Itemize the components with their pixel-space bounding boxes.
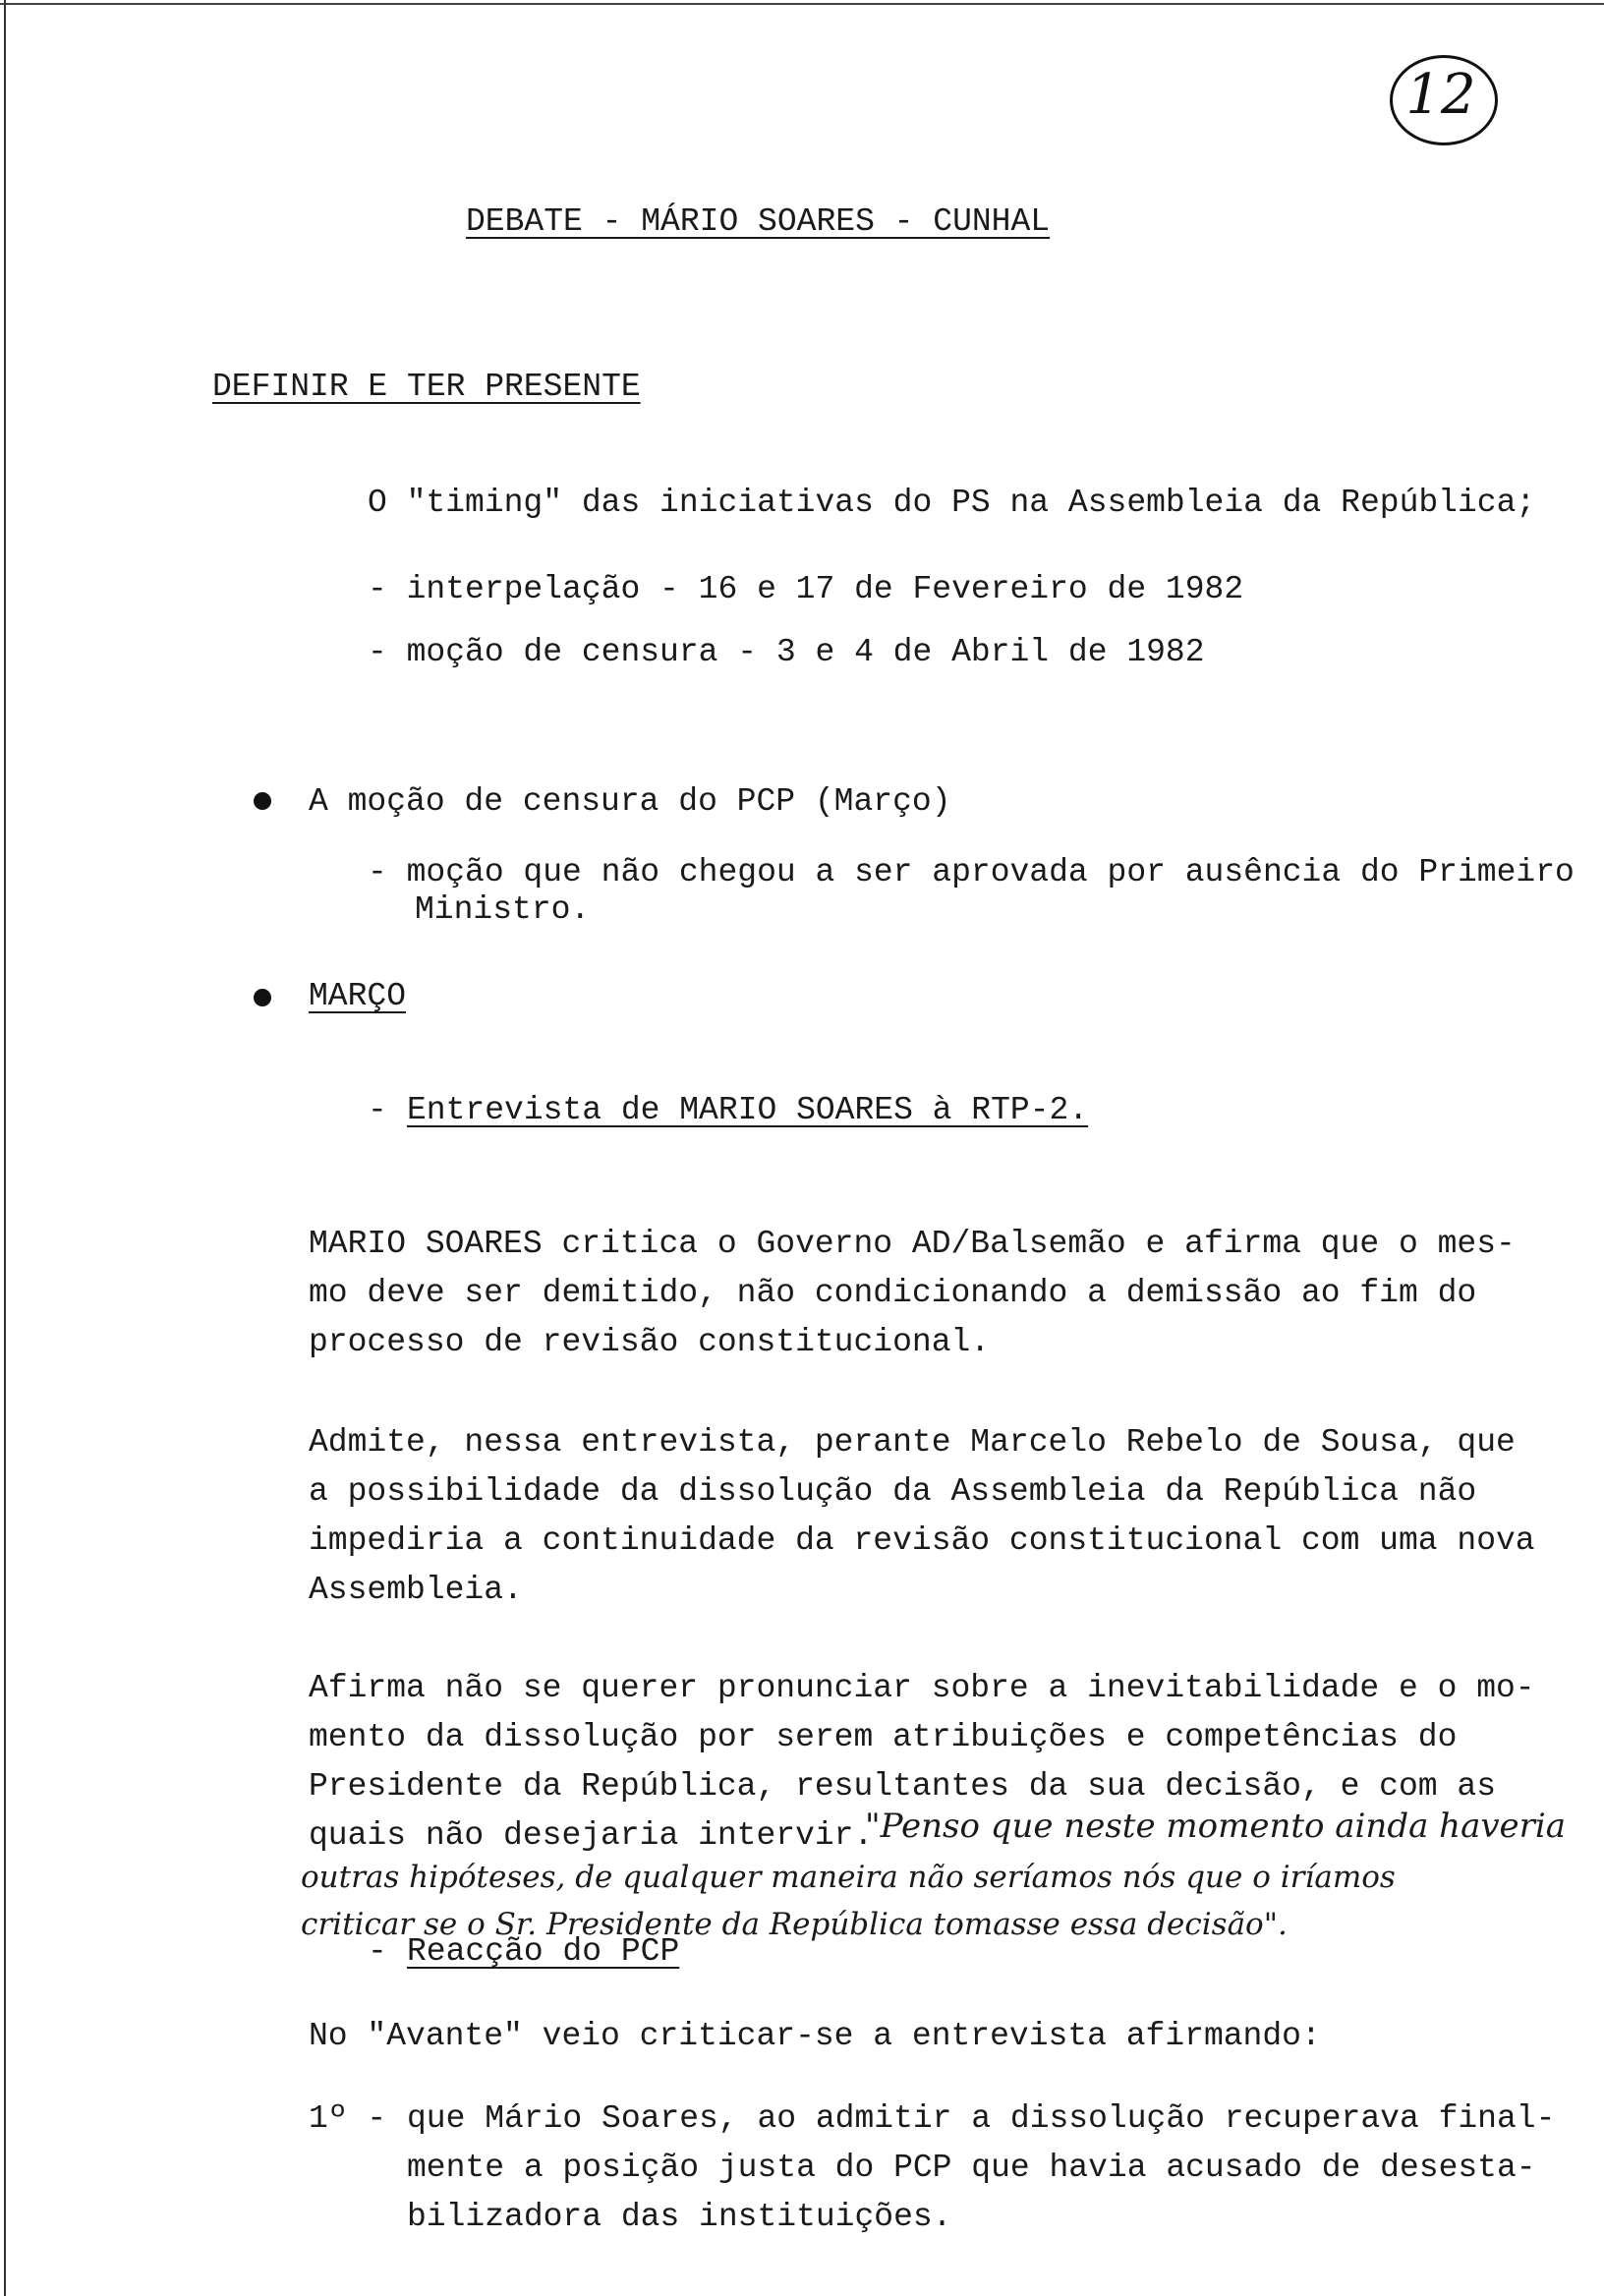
bullet1-text: A moção de censura do PCP (Março) — [309, 783, 951, 820]
paragraph-line: processo de revisão constitucional. — [309, 1324, 991, 1360]
bullet2-heading: MARÇO — [309, 978, 407, 1014]
bullet-icon — [254, 989, 271, 1006]
paragraph-line: quais não desejaria intervir. — [309, 1817, 874, 1854]
paragraph-line: Presidente da República, resultantes da sua decisão, e com as — [309, 1768, 1496, 1805]
interview-subheading: Entrevista de MARIO SOARES à RTP-2. — [407, 1092, 1089, 1128]
page-left-edge — [4, 0, 6, 2296]
bullet1-subline-cont: Ministro. — [415, 891, 591, 928]
list-item-line: que Mário Soares, ao admitir a dissolução recuperava final- — [407, 2100, 1556, 2137]
bullet-icon — [254, 792, 271, 810]
paragraph-line: Admite, nessa entrevista, perante Marcelo Rebelo de Sousa, que — [309, 1424, 1516, 1461]
paragraph-line: mento da dissolução por serem atribuições e competências do — [309, 1719, 1458, 1755]
paragraph-line: a possibilidade da dissolução da Assembleia da República não — [309, 1473, 1477, 1510]
paragraph-line: Afirma não se querer pronunciar sobre a inevitabilidade e o mo- — [309, 1670, 1535, 1706]
timing-item-interpelacao: - interpelação - 16 e 17 de Fevereiro de 1982 — [368, 571, 1244, 607]
handwritten-note-line: criticar se o Sr. Presidente da República tomasse essa decisão". — [301, 1907, 1288, 1942]
reaction-dash: - — [368, 1933, 387, 1970]
paragraph-line: impediria a continuidade da revisão constitucional com uma nova — [309, 1522, 1535, 1559]
handwritten-note-line: "Penso que neste momento ainda haveria — [865, 1807, 1567, 1846]
reaction-heading: Reacção do PCP — [407, 1933, 680, 1970]
paragraph-line: Assembleia. — [309, 1572, 523, 1608]
page-top-edge — [0, 3, 1604, 5]
page-number: 12 — [1405, 63, 1476, 127]
paragraph-line: MARIO SOARES critica o Governo AD/Balsemão e afirma que o mes- — [309, 1226, 1516, 1262]
list-item-line: bilizadora das instituições. — [407, 2199, 952, 2235]
paragraph-line: mo deve ser demitido, não condicionando a demissão ao fim do — [309, 1275, 1477, 1311]
section-heading: DEFINIR E TER PRESENTE — [212, 369, 641, 405]
timing-item-mocao: - moção de censura - 3 e 4 de Abril de 1982 — [368, 634, 1205, 670]
timing-intro: O "timing" das iniciativas do PS na Assembleia da República; — [368, 485, 1536, 521]
list-item-number: 1º - — [309, 2100, 387, 2137]
list-item-line: mente a posição justa do PCP que havia acusado de desesta- — [407, 2150, 1536, 2186]
document-title: DEBATE - MÁRIO SOARES - CUNHAL — [466, 203, 1051, 240]
bullet1-subline: - moção que não chegou a ser aprovada por ausência do Primeiro — [368, 854, 1575, 890]
reaction-intro: No "Avante" veio criticar-se a entrevista afirmando: — [309, 2018, 1321, 2054]
interview-subheading-dash: - — [368, 1092, 387, 1128]
handwritten-note-line: outras hipóteses, de qualquer maneira não seríamos nós que o iríamos — [301, 1860, 1396, 1895]
